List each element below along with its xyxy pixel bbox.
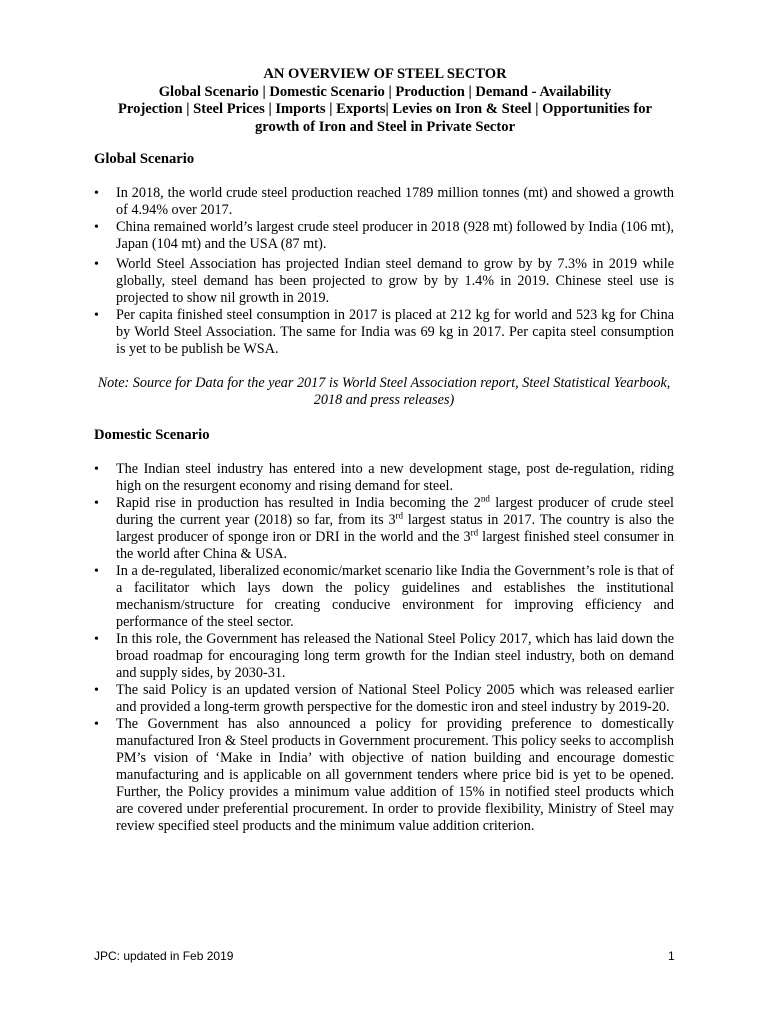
ordinal-suffix: rd	[395, 510, 404, 521]
list-item: • Per capita finished steel consumption in 2017 is placed at 212 kg for world and 523 kg for China by World Steel Association. The same for India was 69 kg in 2017. Per capita steel consumption is yet to be publish be WSA.	[94, 307, 674, 358]
text-fragment: largest finished steel consumer in the world after China & USA.	[116, 529, 674, 562]
title-subtitle-line-2: Projection | Steel Prices | Imports | Exports| Levies on Iron & Steel | Opportunities for	[118, 101, 652, 117]
list-item: • In 2018, the world crude steel production reached 1789 million tonnes (mt) and showed a growth of 4.94% over 2017.	[94, 185, 674, 219]
text-fragment: largest producer of crude steel during the current year (2018) so far, from its 3	[116, 495, 674, 528]
list-item: • China remained world’s largest crude steel producer in 2018 (928 mt) followed by India (106 mt), Japan (104 mt) and the USA (87 mt).	[94, 219, 674, 253]
ordinal-suffix: nd	[480, 493, 490, 504]
list-item: • The Government has also announced a policy for providing preference to domestically manufactured Iron & Steel products in Government procurement. This policy seeks to accomplish PM’s vision of ‘Make in India’ with objective of nation building and encourage domestic manufacturing and is applicable on all government tenders where price bid is yet to be opened. Further, the Policy provides a minimum value addition of 15% in notified steel products which are covered under preferential procurement. In order to provide flexibility, Ministry of Steel may review specified steel products and the minimum value addition criterion.	[94, 716, 674, 835]
list-item: • The Indian steel industry has entered into a new development stage, post de-regulation, riding high on the resurgent economy and rising demand for steel.	[94, 461, 674, 495]
ordinal-suffix: rd	[470, 527, 479, 538]
document-title	[90, 66, 680, 136]
list-item: • In this role, the Government has released the National Steel Policy 2017, which has laid down the broad roadmap for encouraging long term growth for the Indian steel industry, both on demand and supply sides, by 2030-31.	[94, 631, 674, 682]
footer-update-note: JPC: updated in Feb 2019	[94, 949, 234, 963]
list-item: • In a de-regulated, liberalized economic/market scenario like India the Government’s role is that of a facilitator which lays down the policy guidelines and establishes the institutional mechanism/structure for creating conducive environment for improving efficiency and performance of the steel sector.	[94, 563, 674, 631]
title-subtitle-line-1: Global Scenario | Domestic Scenario | Production | Demand - Availability	[158, 83, 612, 100]
global-scenario-heading: Global Scenario	[94, 151, 195, 167]
domestic-scenario-heading: Domestic Scenario	[94, 427, 210, 443]
domestic-scenario-list	[94, 461, 674, 835]
source-note: Note: Source for Data for the year 2017 is World Steel Association report, Steel Statistical Yearbook, 2018 and press releases)	[97, 375, 671, 408]
title-subtitle-line-3: growth of Iron and Steel in Private Sector	[254, 118, 516, 135]
page-number: 1	[668, 949, 675, 963]
list-item	[94, 495, 674, 563]
text-fragment: largest status in 2017. The country is also the largest producer of sponge iron or DRI in the world and the 3	[116, 512, 675, 545]
text-fragment: Rapid rise in production has resulted in India becoming the 2	[116, 495, 481, 511]
global-scenario-list	[94, 185, 674, 358]
list-item: • The said Policy is an updated version of National Steel Policy 2005 which was released earlier and provided a long-term growth perspective for the domestic iron and steel industry by 2019-20.	[94, 682, 674, 716]
list-item: • World Steel Association has projected Indian steel demand to grow by by 7.3% in 2019 while globally, steel demand has been projected to grow by by 1.4% in 2019. Chinese steel use is projected to show nil growth in 2019.	[94, 256, 674, 307]
title-main: AN OVERVIEW OF STEEL SECTOR	[263, 66, 507, 82]
